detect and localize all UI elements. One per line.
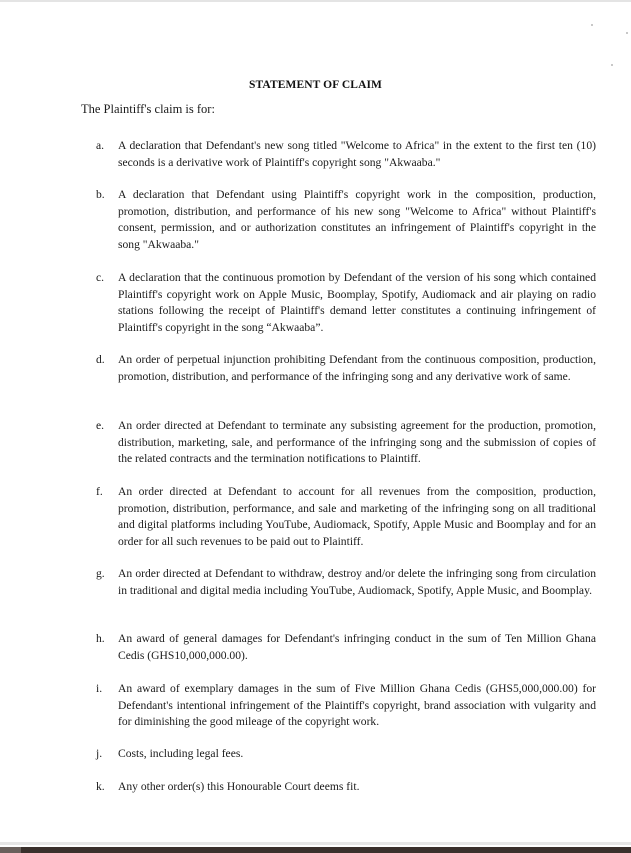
claim-item-e bbox=[96, 418, 596, 468]
claim-text: A declaration that the continuous promotion by Defendant of the version of his song which contained Plaintiff's copyright work on Apple Music, Boomplay, Spotify, Audiomack and air playing on radio stations following the receipt of Plaintiff's demand letter constitutes a continuing infringement of Plaintiff's copyright in the song “Akwaaba”. bbox=[118, 271, 596, 334]
claim-label: k. bbox=[96, 780, 105, 793]
scan-speck bbox=[626, 32, 628, 34]
claim-item-h bbox=[96, 631, 596, 664]
claim-text: An order directed at Defendant to account for all revenues from the composition, production, promotion, distribution, performance, and sale and marketing of the infringing song on all traditional and digital platforms including YouTube, Audiomack, Spotify, Apple Music and Boomplay and for an order for all such revenues to be paid out to Plaintiff. bbox=[118, 485, 596, 548]
claim-item-g bbox=[96, 566, 596, 599]
claim-item-b bbox=[96, 187, 596, 253]
claim-item-f bbox=[96, 484, 596, 550]
claim-label: j. bbox=[96, 747, 103, 760]
claim-label: g. bbox=[96, 567, 105, 580]
claim-text: An award of general damages for Defendant's infringing conduct in the sum of Ten Million Ghana Cedis (GHS10,000,000.00). bbox=[118, 632, 596, 662]
claim-item-j bbox=[96, 746, 596, 763]
claim-label: c. bbox=[96, 271, 105, 284]
bottom-bar-tab bbox=[0, 847, 21, 853]
claim-label: h. bbox=[96, 632, 105, 645]
claim-label: d. bbox=[96, 353, 105, 366]
claim-label: b. bbox=[96, 188, 105, 201]
claim-item-k bbox=[96, 779, 596, 796]
claim-label: i. bbox=[96, 682, 103, 695]
page-bottom-edge bbox=[0, 842, 631, 845]
claim-item-c bbox=[96, 270, 596, 336]
bottom-bar bbox=[0, 847, 631, 853]
claim-text: A declaration that Defendant's new song titled "Welcome to Africa" in the extent to the first ten (10) seconds is a derivative work of Plaintiff's copyright song "Akwaaba." bbox=[118, 139, 596, 169]
claim-text: An award of exemplary damages in the sum of Five Million Ghana Cedis (GHS5,000,000.00) for Defendant's intentional infringement of the Plaintiff's copyright, brand association with vulgarity and for diminishing the good mileage of the copyright work. bbox=[118, 682, 596, 728]
claim-label: a. bbox=[96, 139, 105, 152]
scan-speck bbox=[611, 64, 613, 66]
claim-item-a bbox=[96, 138, 596, 171]
intro-text: The Plaintiff's claim is for: bbox=[81, 102, 215, 116]
scan-speck bbox=[591, 24, 593, 26]
claim-text: A declaration that Defendant using Plaintiff's copyright work in the composition, production, promotion, distribution, and performance of his new song "Welcome to Africa" without Plaintiff's consent, permission, and or authorization constitutes an infringement of Plaintiff's copyright in the song "Akwaaba." bbox=[118, 188, 596, 251]
claim-label: f. bbox=[96, 485, 103, 498]
claim-item-d bbox=[96, 352, 596, 385]
document-title: STATEMENT OF CLAIM bbox=[249, 79, 382, 91]
claim-text: Any other order(s) this Honourable Court deems fit. bbox=[118, 780, 360, 793]
claim-text: An order directed at Defendant to withdraw, destroy and/or delete the infringing song from circulation in traditional and digital media including YouTube, Audiomack, Spotify, Apple Music, and Boomplay. bbox=[118, 567, 596, 597]
claim-label: e. bbox=[96, 419, 105, 432]
claim-text: Costs, including legal fees. bbox=[118, 747, 244, 760]
claim-text: An order directed at Defendant to terminate any subsisting agreement for the production, promotion, distribution, marketing, sale, and performance of the infringing song and the submission of copies of the related contracts and the termination notifications to Plaintiff. bbox=[118, 419, 596, 465]
claim-item-i bbox=[96, 681, 596, 731]
top-divider bbox=[0, 0, 631, 2]
claim-text: An order of perpetual injunction prohibiting Defendant from the continuous composition, production, promotion, distribution, and performance of the infringing song and any derivative work of same. bbox=[118, 353, 596, 383]
